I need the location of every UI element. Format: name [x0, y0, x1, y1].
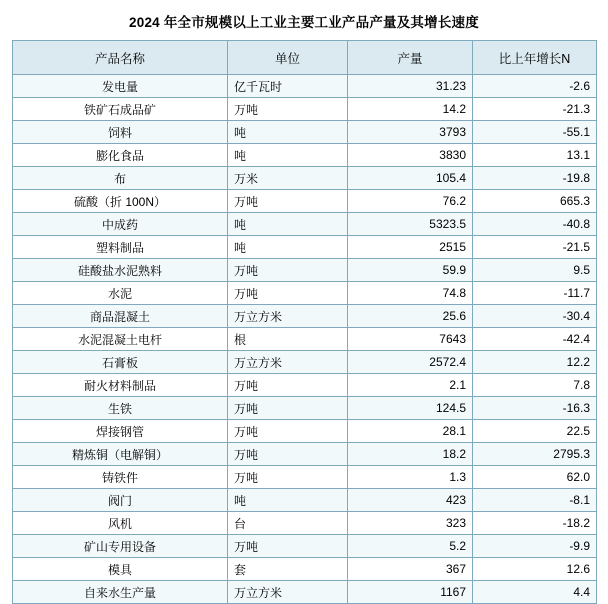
table-row: [13, 443, 597, 466]
cell-product-name: 铸铁件: [13, 466, 228, 489]
table-row: [13, 397, 597, 420]
cell-unit: 万吨: [228, 397, 348, 420]
cell-product-name: 水泥混凝土电杆: [13, 328, 228, 351]
cell-product-name: 硫酸（折 100N）: [13, 190, 228, 213]
cell-output: 18.2: [348, 443, 473, 466]
column-header-product-name: 产品名称: [13, 41, 228, 75]
cell-unit: 万吨: [228, 259, 348, 282]
table-row: [13, 351, 597, 374]
cell-output: 31.23: [348, 75, 473, 98]
cell-growth: 22.5: [473, 420, 597, 443]
table-header: [13, 41, 597, 75]
cell-product-name: 商品混凝土: [13, 305, 228, 328]
cell-growth: 2795.3: [473, 443, 597, 466]
cell-product-name: 铁矿石成品矿: [13, 98, 228, 121]
cell-unit: 吨: [228, 489, 348, 512]
table-row: [13, 144, 597, 167]
table-body: [13, 75, 597, 604]
page-title: 2024 年全市规模以上工业主要工业产品产量及其增长速度: [129, 15, 479, 30]
cell-product-name: 发电量: [13, 75, 228, 98]
cell-output: 3793: [348, 121, 473, 144]
cell-unit: 套: [228, 558, 348, 581]
cell-product-name: 膨化食品: [13, 144, 228, 167]
table-row: [13, 236, 597, 259]
cell-growth: 13.1: [473, 144, 597, 167]
cell-growth: 12.2: [473, 351, 597, 374]
cell-product-name: 石膏板: [13, 351, 228, 374]
cell-unit: 万吨: [228, 535, 348, 558]
table-row: [13, 98, 597, 121]
cell-unit: 吨: [228, 236, 348, 259]
cell-output: 1167: [348, 581, 473, 604]
table-row: [13, 328, 597, 351]
cell-unit: 万立方米: [228, 305, 348, 328]
cell-unit: 台: [228, 512, 348, 535]
product-output-table: [12, 40, 597, 604]
cell-output: 28.1: [348, 420, 473, 443]
cell-product-name: 中成药: [13, 213, 228, 236]
cell-product-name: 模具: [13, 558, 228, 581]
column-header-growth: 比上年增长N: [473, 41, 597, 75]
cell-output: 2515: [348, 236, 473, 259]
cell-output: 423: [348, 489, 473, 512]
cell-output: 76.2: [348, 190, 473, 213]
cell-unit: 吨: [228, 144, 348, 167]
cell-product-name: 矿山专用设备: [13, 535, 228, 558]
cell-output: 74.8: [348, 282, 473, 305]
cell-product-name: 焊接钢管: [13, 420, 228, 443]
cell-growth: -18.2: [473, 512, 597, 535]
cell-unit: 万米: [228, 167, 348, 190]
cell-output: 124.5: [348, 397, 473, 420]
cell-growth: -40.8: [473, 213, 597, 236]
table-row: [13, 558, 597, 581]
cell-product-name: 阀门: [13, 489, 228, 512]
cell-product-name: 硅酸盐水泥熟料: [13, 259, 228, 282]
cell-product-name: 水泥: [13, 282, 228, 305]
cell-unit: 万立方米: [228, 351, 348, 374]
cell-growth: -42.4: [473, 328, 597, 351]
table-row: [13, 535, 597, 558]
column-header-output: 产量: [348, 41, 473, 75]
cell-output: 7643: [348, 328, 473, 351]
cell-output: 1.3: [348, 466, 473, 489]
table-row: [13, 167, 597, 190]
cell-output: 59.9: [348, 259, 473, 282]
table-row: [13, 259, 597, 282]
cell-growth: -21.3: [473, 98, 597, 121]
cell-growth: -30.4: [473, 305, 597, 328]
cell-product-name: 精炼铜（电解铜）: [13, 443, 228, 466]
cell-unit: 万吨: [228, 443, 348, 466]
cell-unit: 根: [228, 328, 348, 351]
cell-product-name: 风机: [13, 512, 228, 535]
cell-output: 323: [348, 512, 473, 535]
cell-unit: 万吨: [228, 98, 348, 121]
table-row: [13, 581, 597, 604]
cell-output: 14.2: [348, 98, 473, 121]
cell-unit: 万立方米: [228, 581, 348, 604]
table-row: [13, 75, 597, 98]
cell-growth: 4.4: [473, 581, 597, 604]
cell-unit: 万吨: [228, 282, 348, 305]
cell-output: 2572.4: [348, 351, 473, 374]
cell-unit: 吨: [228, 213, 348, 236]
cell-output: 5323.5: [348, 213, 473, 236]
cell-growth: 665.3: [473, 190, 597, 213]
table-row: [13, 512, 597, 535]
cell-output: 2.1: [348, 374, 473, 397]
cell-growth: -11.7: [473, 282, 597, 305]
table-row: [13, 420, 597, 443]
cell-unit: 亿千瓦时: [228, 75, 348, 98]
cell-growth: -55.1: [473, 121, 597, 144]
cell-unit: 吨: [228, 121, 348, 144]
table-header-row: [13, 41, 597, 75]
cell-output: 3830: [348, 144, 473, 167]
cell-growth: -8.1: [473, 489, 597, 512]
cell-growth: 12.6: [473, 558, 597, 581]
table-row: [13, 489, 597, 512]
cell-growth: -2.6: [473, 75, 597, 98]
cell-output: 105.4: [348, 167, 473, 190]
cell-output: 25.6: [348, 305, 473, 328]
table-row: [13, 190, 597, 213]
table-row: [13, 374, 597, 397]
cell-product-name: 耐火材料制品: [13, 374, 228, 397]
cell-growth: 9.5: [473, 259, 597, 282]
cell-product-name: 饲料: [13, 121, 228, 144]
cell-product-name: 自来水生产量: [13, 581, 228, 604]
cell-growth: -21.5: [473, 236, 597, 259]
cell-growth: 7.8: [473, 374, 597, 397]
column-header-unit: 单位: [228, 41, 348, 75]
cell-unit: 万吨: [228, 190, 348, 213]
cell-growth: -16.3: [473, 397, 597, 420]
table-row: [13, 466, 597, 489]
table-row: [13, 282, 597, 305]
table-row: [13, 121, 597, 144]
cell-growth: -9.9: [473, 535, 597, 558]
cell-product-name: 塑料制品: [13, 236, 228, 259]
cell-growth: -19.8: [473, 167, 597, 190]
cell-unit: 万吨: [228, 374, 348, 397]
cell-growth: 62.0: [473, 466, 597, 489]
cell-unit: 万吨: [228, 420, 348, 443]
cell-output: 5.2: [348, 535, 473, 558]
cell-product-name: 生铁: [13, 397, 228, 420]
table-row: [13, 305, 597, 328]
cell-product-name: 布: [13, 167, 228, 190]
cell-output: 367: [348, 558, 473, 581]
cell-unit: 万吨: [228, 466, 348, 489]
table-row: [13, 213, 597, 236]
